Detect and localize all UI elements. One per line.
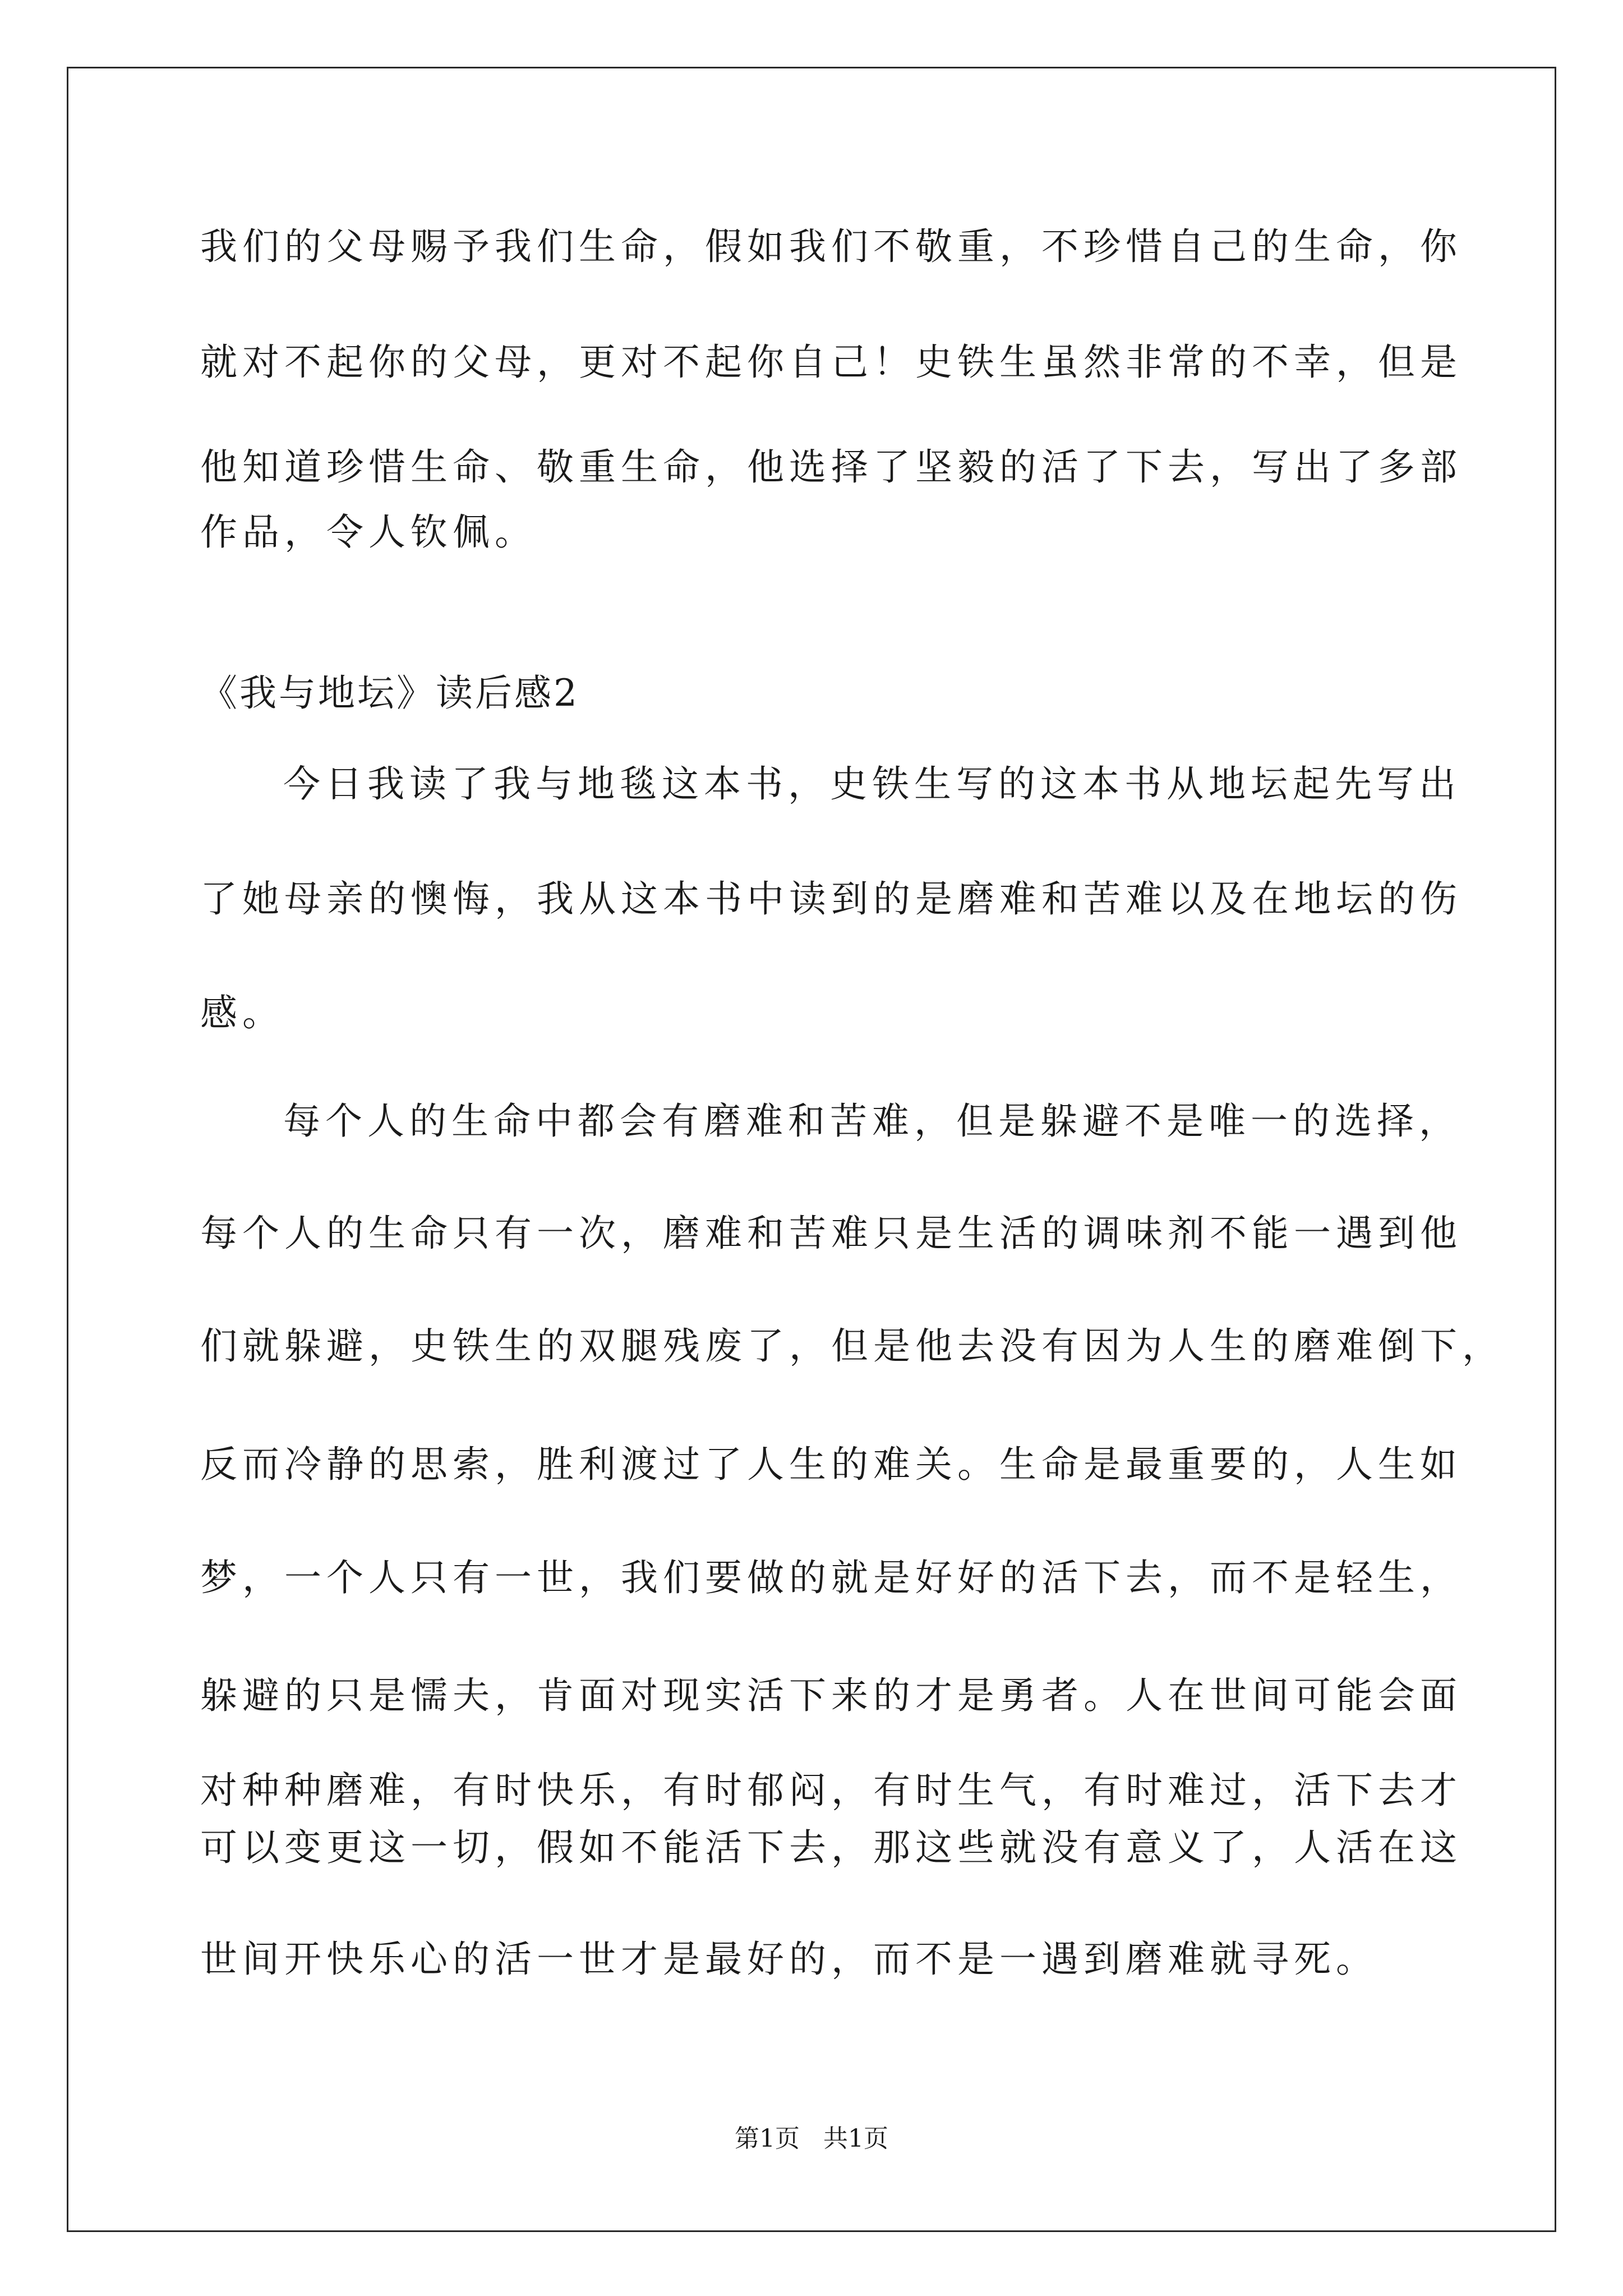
body-line-4: 作品，令人钦佩。	[200, 510, 537, 554]
paragraph-3-line-4: 反而冷静的思索，胜利渡过了人生的难关。生命是最重要的，人生如	[200, 1443, 1462, 1486]
page-border	[67, 67, 1556, 2232]
paragraph-2-line-2: 了她母亲的懊悔，我从这本书中读到的是磨难和苦难以及在地坛的伤	[200, 877, 1462, 921]
page-number-current: 第1页	[735, 2124, 800, 2153]
body-line-2: 就对不起你的父母，更对不起你自己！史铁生虽然非常的不幸，但是	[200, 341, 1462, 384]
body-line-1: 我们的父母赐予我们生命，假如我们不敬重，不珍惜自己的生命，你	[200, 225, 1462, 268]
paragraph-3-line-5: 梦，一个人只有一世，我们要做的就是好好的活下去，而不是轻生，	[200, 1556, 1462, 1599]
body-line-3: 他知道珍惜生命、敬重生命，他选择了坚毅的活了下去，写出了多部	[200, 445, 1462, 489]
page-number-total: 共1页	[823, 2124, 888, 2153]
paragraph-3-line-7: 对种种磨难，有时快乐，有时郁闷，有时生气，有时难过，活下去才	[200, 1769, 1462, 1812]
page-footer	[0, 2122, 1623, 2156]
paragraph-3-line-2: 每个人的生命只有一次，磨难和苦难只是生活的调味剂不能一遇到他	[200, 1212, 1462, 1255]
paragraph-3-line-8: 可以变更这一切，假如不能活下去，那这些就没有意义了，人活在这	[200, 1826, 1462, 1869]
paragraph-2-line-1: 今日我读了我与地毯这本书，史铁生写的这本书从地坛起先写出	[283, 762, 1461, 806]
paragraph-3-line-6: 躲避的只是懦夫，肯面对现实活下来的才是勇者。人在世间可能会面	[200, 1674, 1462, 1717]
paragraph-3-line-3: 们就躲避，史铁生的双腿残废了，但是他去没有因为人生的磨难倒下，	[200, 1324, 1504, 1368]
paragraph-3-line-1: 每个人的生命中都会有磨难和苦难，但是躲避不是唯一的选择，	[283, 1099, 1461, 1143]
paragraph-2-line-3: 感。	[200, 991, 284, 1034]
section-heading: 《我与地坛》读后感2	[200, 671, 579, 715]
paragraph-3-line-9: 世间开快乐心的活一世才是最好的，而不是一遇到磨难就寻死。	[200, 1938, 1378, 1981]
